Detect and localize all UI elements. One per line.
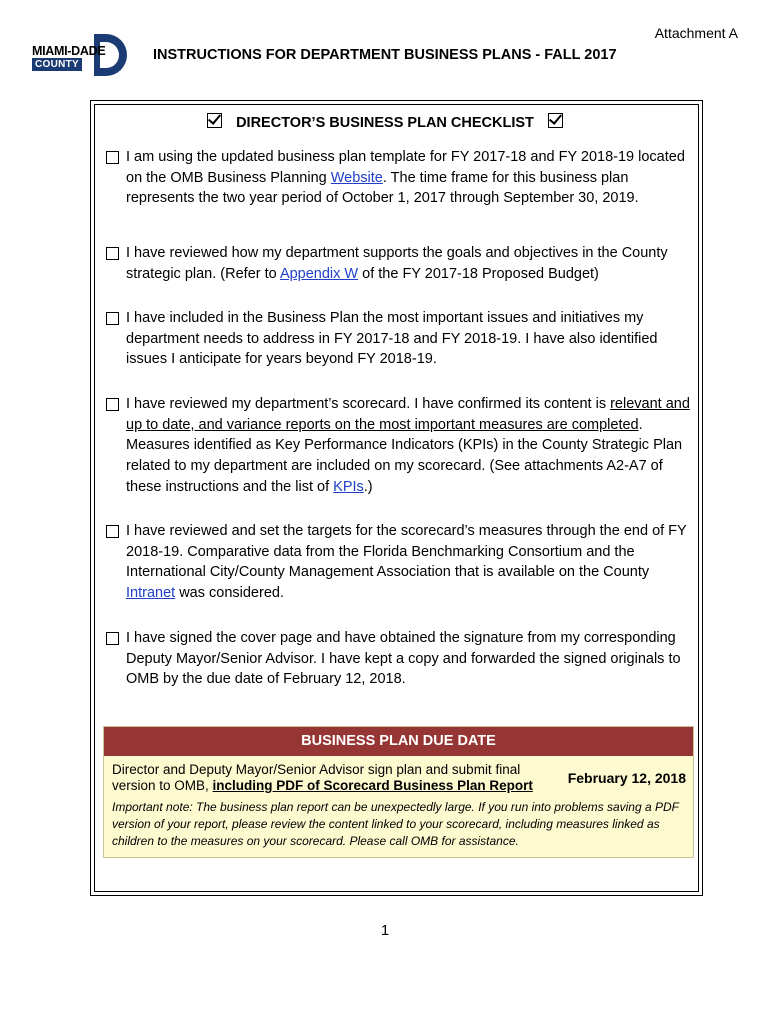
due-date-text <box>112 762 542 794</box>
item-text: .) <box>363 478 373 495</box>
checkbox-icon[interactable] <box>106 632 119 645</box>
checked-box-icon <box>548 113 563 128</box>
item-text: I have reviewed and set the targets for the scorecard’s measures through the end of FY 2018-19. Comparative data from the Florida Benchmarking Consortium and the International City/County Management Association that is available on the County <box>126 523 687 581</box>
item-text: . Measures identified as Key Performance Indicators (KPIs) in the County Strategic Plan related to my department are included on my scorecard. (See attachments A2-A7 of these instructions and the list of <box>126 416 683 495</box>
item-text: I have reviewed my department’s scorecard. I have confirmed its content is <box>126 396 611 412</box>
due-text: Director and Deputy Mayor/Senior Advisor sign plan and submit final version to OMB, <box>112 762 521 793</box>
item-text: of the FY 2017-18 Proposed Budget) <box>358 265 599 282</box>
checklist-item <box>106 628 696 690</box>
miami-dade-county-logo <box>32 34 128 76</box>
website-link[interactable]: Website <box>330 169 383 186</box>
item-text: was considered. <box>175 585 284 602</box>
checklist-item <box>106 521 696 604</box>
item-text: I am using the updated business plan template for FY 2017-18 and FY 2018-19 located on the OMB Business Planning <box>126 149 685 186</box>
appendix-w-link[interactable]: Appendix W <box>279 265 359 282</box>
attachment-label: Attachment A <box>654 25 738 41</box>
kpis-link[interactable]: KPIs <box>333 478 364 495</box>
logo-word: MIAMI-DADE <box>32 44 106 58</box>
checklist-title <box>0 113 770 131</box>
page-number: 1 <box>380 922 390 939</box>
item-text: I have included in the Business Plan the most important issues and initiatives my department needs to address in FY 2017-18 and FY 2018-19. I have also identified issues I anticipate for years beyond FY 2018-19. <box>126 310 658 368</box>
due-date-value: February 12, 2018 <box>567 770 686 786</box>
checklist-title-text: DIRECTOR’S BUSINESS PLAN CHECKLIST <box>236 115 534 131</box>
checklist-item <box>106 308 696 370</box>
checkbox-icon[interactable] <box>106 151 119 164</box>
checkbox-icon[interactable] <box>106 525 119 538</box>
checklist-item <box>106 243 696 284</box>
checked-box-icon <box>207 113 222 128</box>
checkbox-icon[interactable] <box>106 247 119 260</box>
intranet-link[interactable]: Intranet <box>126 585 176 602</box>
item-text: I have signed the cover page and have obtained the signature from my corresponding Deputy Mayor/Senior Advisor. I have kept a copy and forwarded the signed originals to OMB by the due date of February 12, 2018. <box>126 630 681 688</box>
checklist-item <box>106 394 696 498</box>
item-text: . The time frame for this business plan represents the two year period of October 1, 2017 through September 30, 2019. <box>126 169 639 207</box>
item-text: I have reviewed how my department supports the goals and objectives in the County strategic plan. (Refer to <box>126 245 668 282</box>
logo-county: COUNTY <box>32 58 82 71</box>
important-note: Important note: The business plan report can be unexpectedly large. If you run into problems saving a PDF version of your report, please review the content linked to your scorecard, including measures linked as children to the measures on your scorecard. Please call OMB for assistance. <box>112 800 679 848</box>
checklist-item <box>106 147 696 209</box>
page-title: INSTRUCTIONS FOR DEPARTMENT BUSINESS PLANS - FALL 2017 <box>153 47 617 63</box>
due-date-heading: BUSINESS PLAN DUE DATE <box>104 727 693 756</box>
checkbox-icon[interactable] <box>106 398 119 411</box>
due-emphasis: including PDF of Scorecard Business Plan Report <box>212 778 533 793</box>
due-date-box <box>103 726 694 858</box>
checkbox-icon[interactable] <box>106 312 119 325</box>
item-underlined-text: relevant and up to date, and variance reports on the most important measures are completed <box>126 396 690 433</box>
